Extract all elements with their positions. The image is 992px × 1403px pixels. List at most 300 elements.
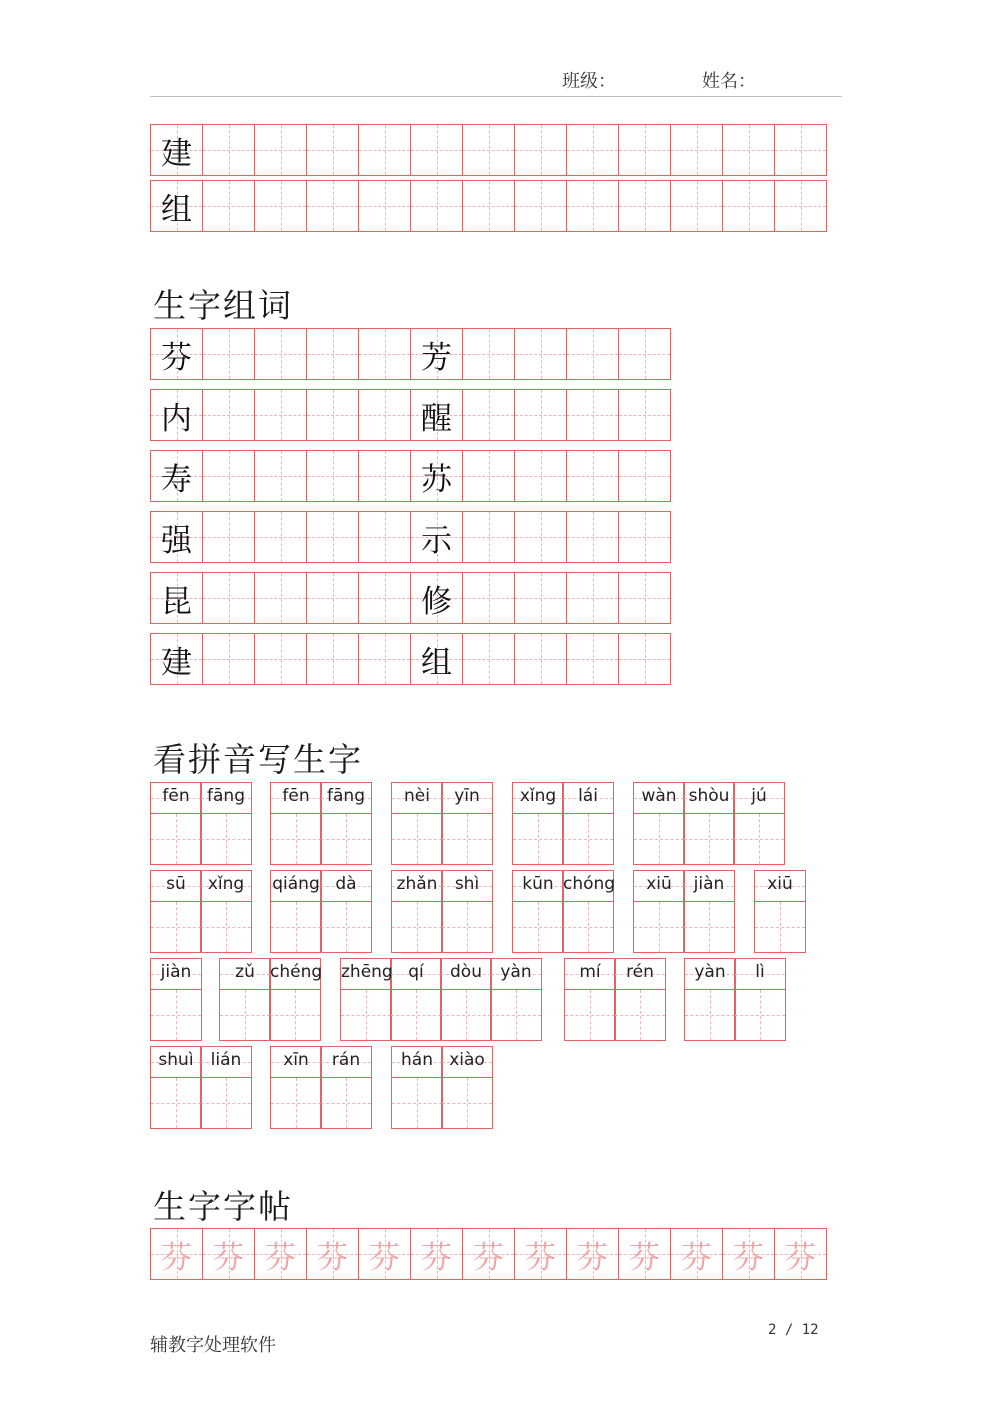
grid-cell <box>358 633 411 685</box>
pinyin-cell <box>684 958 735 1041</box>
grid-cell <box>774 180 827 232</box>
pinyin-cell <box>441 782 492 865</box>
grid-cell <box>410 328 463 380</box>
pinyin-cell <box>633 870 684 953</box>
trace-char: 芬 <box>629 1239 660 1276</box>
grid-row <box>150 1228 827 1280</box>
pinyin-box <box>754 870 806 901</box>
pinyin-word-group <box>150 958 201 1041</box>
pinyin-cell <box>441 870 492 953</box>
pinyin-word-group <box>270 782 371 865</box>
pinyin-box <box>200 870 252 901</box>
pinyin-cell <box>269 958 323 1041</box>
grid-cell <box>150 572 203 624</box>
pinyin-box <box>320 870 372 901</box>
pinyin-text: xǐng <box>207 874 245 894</box>
practice-char: 芬 <box>161 339 192 376</box>
grid-cell <box>150 511 203 563</box>
grid-cell <box>514 511 567 563</box>
pinyin-text: mí <box>579 962 601 982</box>
section-title-word-group: 生字组词 <box>153 286 293 325</box>
pinyin-box <box>391 870 443 901</box>
pinyin-cell <box>733 782 784 865</box>
grid-cell <box>566 389 619 441</box>
trace-char: 芬 <box>681 1239 712 1276</box>
pinyin-box <box>490 958 542 989</box>
pinyin-word-group <box>150 1046 251 1129</box>
grid-cell <box>618 450 671 502</box>
pinyin-text: chéng <box>270 962 323 982</box>
grid-cell <box>566 1228 619 1280</box>
pinyin-box <box>733 782 785 813</box>
grid-cell <box>462 450 515 502</box>
pinyin-text: shì <box>454 874 480 894</box>
practice-char: 寿 <box>161 461 192 498</box>
writing-box[interactable] <box>562 901 614 953</box>
practice-char: 昆 <box>161 583 192 620</box>
pinyin-cell <box>200 1046 251 1129</box>
grid-cell <box>774 1228 827 1280</box>
pinyin-cell <box>150 782 201 865</box>
pinyin-box <box>441 782 493 813</box>
pinyin-text: dà <box>335 874 357 894</box>
grid-cell <box>410 180 463 232</box>
pinyin-text: fēn <box>282 786 310 806</box>
writing-box[interactable] <box>441 901 493 953</box>
pinyin-cell <box>614 958 665 1041</box>
grid-cell <box>306 328 359 380</box>
grid-cell <box>618 328 671 380</box>
pinyin-box <box>441 1046 493 1077</box>
grid-cell <box>254 328 307 380</box>
writing-box[interactable] <box>490 989 542 1041</box>
trace-char: 芬 <box>421 1239 452 1276</box>
pinyin-text: dòu <box>450 962 482 982</box>
pinyin-text: rén <box>626 962 654 982</box>
grid-cell <box>722 1228 775 1280</box>
pinyin-cell <box>150 1046 201 1129</box>
pinyin-box <box>391 1046 443 1077</box>
grid-cell <box>254 450 307 502</box>
pinyin-cell <box>270 1046 321 1129</box>
pinyin-text: fēn <box>162 786 190 806</box>
writing-box[interactable] <box>200 901 252 953</box>
pinyin-text: jiàn <box>160 962 192 982</box>
pinyin-cell <box>512 782 563 865</box>
pinyin-box <box>150 1046 202 1077</box>
trace-char: 芬 <box>785 1239 816 1276</box>
practice-char: 强 <box>161 522 192 559</box>
writing-box[interactable] <box>150 1077 202 1129</box>
pinyin-box <box>614 958 666 989</box>
pinyin-text: lián <box>210 1050 242 1070</box>
grid-cell <box>722 124 775 176</box>
pinyin-text: qiáng <box>272 874 320 894</box>
pinyin-text: jiàn <box>693 874 725 894</box>
practice-char: 修 <box>421 583 452 620</box>
grid-cell <box>566 633 619 685</box>
pinyin-cell <box>441 1046 492 1129</box>
pinyin-word-group <box>270 1046 371 1129</box>
pinyin-box <box>512 870 564 901</box>
pinyin-cell <box>391 1046 442 1129</box>
grid-cell <box>254 633 307 685</box>
writing-box[interactable] <box>390 989 442 1041</box>
pinyin-text: xīn <box>283 1050 309 1070</box>
writing-box[interactable] <box>269 989 321 1041</box>
writing-box[interactable] <box>219 989 271 1041</box>
grid-cell <box>514 633 567 685</box>
grid-cell <box>306 1228 359 1280</box>
trace-char: 芬 <box>161 1239 192 1276</box>
pinyin-cell <box>270 870 321 953</box>
pinyin-box <box>320 1046 372 1077</box>
grid-row <box>150 328 671 380</box>
pinyin-box <box>150 782 202 813</box>
writing-box[interactable] <box>440 989 492 1041</box>
pinyin-word-group <box>150 870 251 953</box>
pinyin-box <box>219 958 271 989</box>
pinyin-cell <box>200 870 251 953</box>
grid-cell <box>202 450 255 502</box>
writing-box[interactable] <box>150 813 202 865</box>
practice-char: 苏 <box>421 461 452 498</box>
grid-cell <box>566 124 619 176</box>
pinyin-text: nèi <box>404 786 430 806</box>
grid-cell <box>514 572 567 624</box>
grid-cell <box>358 180 411 232</box>
grid-cell <box>358 572 411 624</box>
pinyin-cell <box>490 958 541 1041</box>
header-divider <box>150 96 842 97</box>
pinyin-cell <box>562 782 613 865</box>
pinyin-cell <box>320 782 371 865</box>
pinyin-box <box>683 870 735 901</box>
pinyin-text: lái <box>578 786 598 806</box>
grid-cell <box>618 572 671 624</box>
grid-cell <box>514 1228 567 1280</box>
pinyin-box <box>684 958 736 989</box>
trace-char: 芬 <box>473 1239 504 1276</box>
grid-cell <box>254 124 307 176</box>
pinyin-box <box>562 870 614 901</box>
writing-box[interactable] <box>391 901 443 953</box>
pinyin-cell <box>683 870 734 953</box>
grid-cell <box>306 511 359 563</box>
grid-cell <box>202 389 255 441</box>
pinyin-box <box>270 1046 322 1077</box>
writing-box[interactable] <box>270 1077 322 1129</box>
pinyin-text: zhēng <box>341 962 393 982</box>
trace-char: 芬 <box>317 1239 348 1276</box>
pinyin-word-group <box>754 870 805 953</box>
pinyin-cell <box>340 958 391 1041</box>
pinyin-text: sū <box>166 874 186 894</box>
writing-box[interactable] <box>441 1077 493 1129</box>
grid-cell <box>254 1228 307 1280</box>
grid-cell <box>618 124 671 176</box>
writing-box[interactable] <box>391 813 443 865</box>
grid-cell <box>202 1228 255 1280</box>
writing-box[interactable] <box>564 989 616 1041</box>
grid-cell <box>514 328 567 380</box>
pinyin-word-group <box>340 958 541 1041</box>
grid-row <box>150 511 671 563</box>
pinyin-box <box>440 958 492 989</box>
grid-cell <box>566 511 619 563</box>
writing-box[interactable] <box>320 813 372 865</box>
writing-box[interactable] <box>391 1077 443 1129</box>
pinyin-text: xiào <box>449 1050 485 1070</box>
pinyin-box <box>320 782 372 813</box>
pinyin-box <box>200 782 252 813</box>
class-label: 班级： <box>562 71 616 92</box>
pinyin-cell <box>391 782 442 865</box>
grid-cell <box>462 389 515 441</box>
pinyin-text: rán <box>331 1050 361 1070</box>
writing-box[interactable] <box>150 989 202 1041</box>
pinyin-cell <box>320 870 371 953</box>
writing-box[interactable] <box>200 1077 252 1129</box>
pinyin-text: fāng <box>207 786 245 806</box>
pinyin-cell <box>734 958 785 1041</box>
pinyin-cell <box>564 958 615 1041</box>
pinyin-cell <box>633 782 684 865</box>
pinyin-word-group <box>150 782 251 865</box>
grid-cell <box>410 1228 463 1280</box>
grid-row <box>150 389 671 441</box>
grid-cell <box>722 180 775 232</box>
pinyin-word-group <box>684 958 785 1041</box>
grid-cell <box>618 180 671 232</box>
name-label: 姓名： <box>702 71 756 92</box>
grid-cell <box>358 511 411 563</box>
grid-cell <box>150 633 203 685</box>
trace-char: 芬 <box>733 1239 764 1276</box>
grid-cell <box>670 1228 723 1280</box>
grid-cell <box>254 572 307 624</box>
grid-cell <box>462 572 515 624</box>
grid-cell <box>462 328 515 380</box>
pinyin-cell <box>512 870 563 953</box>
pinyin-text: xiū <box>767 874 793 894</box>
grid-cell <box>410 389 463 441</box>
pinyin-text: yīn <box>454 786 480 806</box>
grid-cell <box>670 180 723 232</box>
trace-char: 芬 <box>369 1239 400 1276</box>
writing-box[interactable] <box>320 1077 372 1129</box>
grid-cell <box>566 450 619 502</box>
writing-box[interactable] <box>633 813 685 865</box>
pinyin-cell <box>320 1046 371 1129</box>
grid-cell <box>566 180 619 232</box>
grid-cell <box>306 572 359 624</box>
grid-cell <box>150 124 203 176</box>
practice-char: 建 <box>161 135 192 172</box>
writing-box[interactable] <box>754 901 806 953</box>
pinyin-word-group <box>633 870 734 953</box>
writing-box[interactable] <box>734 989 786 1041</box>
grid-cell <box>150 389 203 441</box>
section-title-pinyin: 看拼音写生字 <box>153 740 363 779</box>
pinyin-box <box>633 782 685 813</box>
writing-box[interactable] <box>150 901 202 953</box>
grid-cell <box>150 328 203 380</box>
pinyin-cell <box>150 958 201 1041</box>
pinyin-word-group <box>633 782 784 865</box>
writing-box[interactable] <box>562 813 614 865</box>
pinyin-text: wàn <box>641 786 677 806</box>
trace-char: 芬 <box>213 1239 244 1276</box>
pinyin-box <box>512 782 564 813</box>
writing-box[interactable] <box>512 901 564 953</box>
writing-box[interactable] <box>441 813 493 865</box>
pinyin-text: kūn <box>522 874 554 894</box>
grid-cell <box>202 511 255 563</box>
pinyin-box <box>683 782 735 813</box>
practice-char: 组 <box>421 644 452 681</box>
pinyin-text: shòu <box>688 786 730 806</box>
writing-box[interactable] <box>684 989 736 1041</box>
pinyin-text: jú <box>751 786 767 806</box>
grid-cell <box>150 1228 203 1280</box>
grid-cell <box>202 180 255 232</box>
footer-software-name: 辅教字处理软件 <box>150 1335 276 1356</box>
grid-cell <box>306 124 359 176</box>
pinyin-cell <box>270 782 321 865</box>
pinyin-cell <box>562 870 616 953</box>
writing-box[interactable] <box>614 989 666 1041</box>
pinyin-cell <box>219 958 270 1041</box>
practice-char: 醒 <box>421 400 452 437</box>
writing-box[interactable] <box>512 813 564 865</box>
grid-cell <box>618 1228 671 1280</box>
pinyin-box <box>390 958 442 989</box>
pinyin-text: shuì <box>158 1050 194 1070</box>
grid-cell <box>514 124 567 176</box>
pinyin-text: hán <box>401 1050 433 1070</box>
writing-box[interactable] <box>683 901 735 953</box>
pinyin-text: chóng <box>563 874 616 894</box>
pinyin-word-group <box>391 870 492 953</box>
practice-char: 内 <box>161 400 192 437</box>
grid-cell <box>202 328 255 380</box>
writing-box[interactable] <box>733 813 785 865</box>
grid-row <box>150 180 827 232</box>
pinyin-box <box>734 958 786 989</box>
pinyin-text: qí <box>408 962 424 982</box>
pinyin-box <box>150 870 202 901</box>
grid-cell <box>306 633 359 685</box>
pinyin-cell <box>440 958 491 1041</box>
pinyin-word-group <box>564 958 665 1041</box>
grid-row <box>150 633 671 685</box>
pinyin-box <box>270 870 322 901</box>
grid-cell <box>150 180 203 232</box>
grid-cell <box>410 124 463 176</box>
pinyin-text: xǐng <box>519 786 557 806</box>
pinyin-text: yàn <box>500 962 532 982</box>
pinyin-cell <box>390 958 441 1041</box>
grid-cell <box>618 633 671 685</box>
grid-cell <box>150 450 203 502</box>
pinyin-box <box>270 782 322 813</box>
grid-cell <box>670 124 723 176</box>
grid-cell <box>462 180 515 232</box>
writing-box[interactable] <box>270 813 322 865</box>
writing-box[interactable] <box>683 813 735 865</box>
pinyin-text: zhǎn <box>396 874 438 894</box>
pinyin-box <box>633 870 685 901</box>
grid-cell <box>462 1228 515 1280</box>
grid-cell <box>410 511 463 563</box>
pinyin-word-group <box>512 870 616 953</box>
grid-cell <box>566 328 619 380</box>
writing-box[interactable] <box>340 989 392 1041</box>
grid-cell <box>410 572 463 624</box>
pinyin-box <box>564 958 616 989</box>
pinyin-cell <box>391 870 442 953</box>
writing-box[interactable] <box>200 813 252 865</box>
pinyin-text: yàn <box>694 962 726 982</box>
grid-cell <box>358 450 411 502</box>
grid-cell <box>254 511 307 563</box>
practice-char: 组 <box>161 191 192 228</box>
grid-cell <box>254 389 307 441</box>
pinyin-text: zǔ <box>235 962 255 982</box>
trace-char: 芬 <box>265 1239 296 1276</box>
grid-cell <box>462 124 515 176</box>
pinyin-word-group <box>391 1046 492 1129</box>
pinyin-box <box>441 870 493 901</box>
trace-char: 芬 <box>577 1239 608 1276</box>
writing-box[interactable] <box>633 901 685 953</box>
pinyin-box <box>391 782 443 813</box>
grid-cell <box>462 633 515 685</box>
grid-cell <box>462 511 515 563</box>
pinyin-cell <box>200 782 251 865</box>
pinyin-text: xiū <box>646 874 672 894</box>
grid-row <box>150 124 827 176</box>
grid-cell <box>202 572 255 624</box>
practice-char: 建 <box>161 644 192 681</box>
writing-box[interactable] <box>320 901 372 953</box>
grid-cell <box>306 450 359 502</box>
writing-box[interactable] <box>270 901 322 953</box>
grid-cell <box>358 389 411 441</box>
pinyin-word-group <box>219 958 323 1041</box>
grid-cell <box>618 511 671 563</box>
grid-cell <box>410 450 463 502</box>
pinyin-box <box>562 782 614 813</box>
pinyin-box <box>200 1046 252 1077</box>
pinyin-cell <box>754 870 805 953</box>
page-number: 2 / 12 <box>768 1322 819 1338</box>
grid-cell <box>358 124 411 176</box>
grid-cell <box>410 633 463 685</box>
grid-cell <box>514 389 567 441</box>
grid-cell <box>618 389 671 441</box>
grid-cell <box>202 633 255 685</box>
grid-cell <box>514 180 567 232</box>
trace-char: 芬 <box>525 1239 556 1276</box>
pinyin-word-group <box>270 870 371 953</box>
pinyin-cell <box>150 870 201 953</box>
grid-cell <box>254 180 307 232</box>
pinyin-box <box>150 958 202 989</box>
grid-cell <box>306 180 359 232</box>
grid-cell <box>306 389 359 441</box>
